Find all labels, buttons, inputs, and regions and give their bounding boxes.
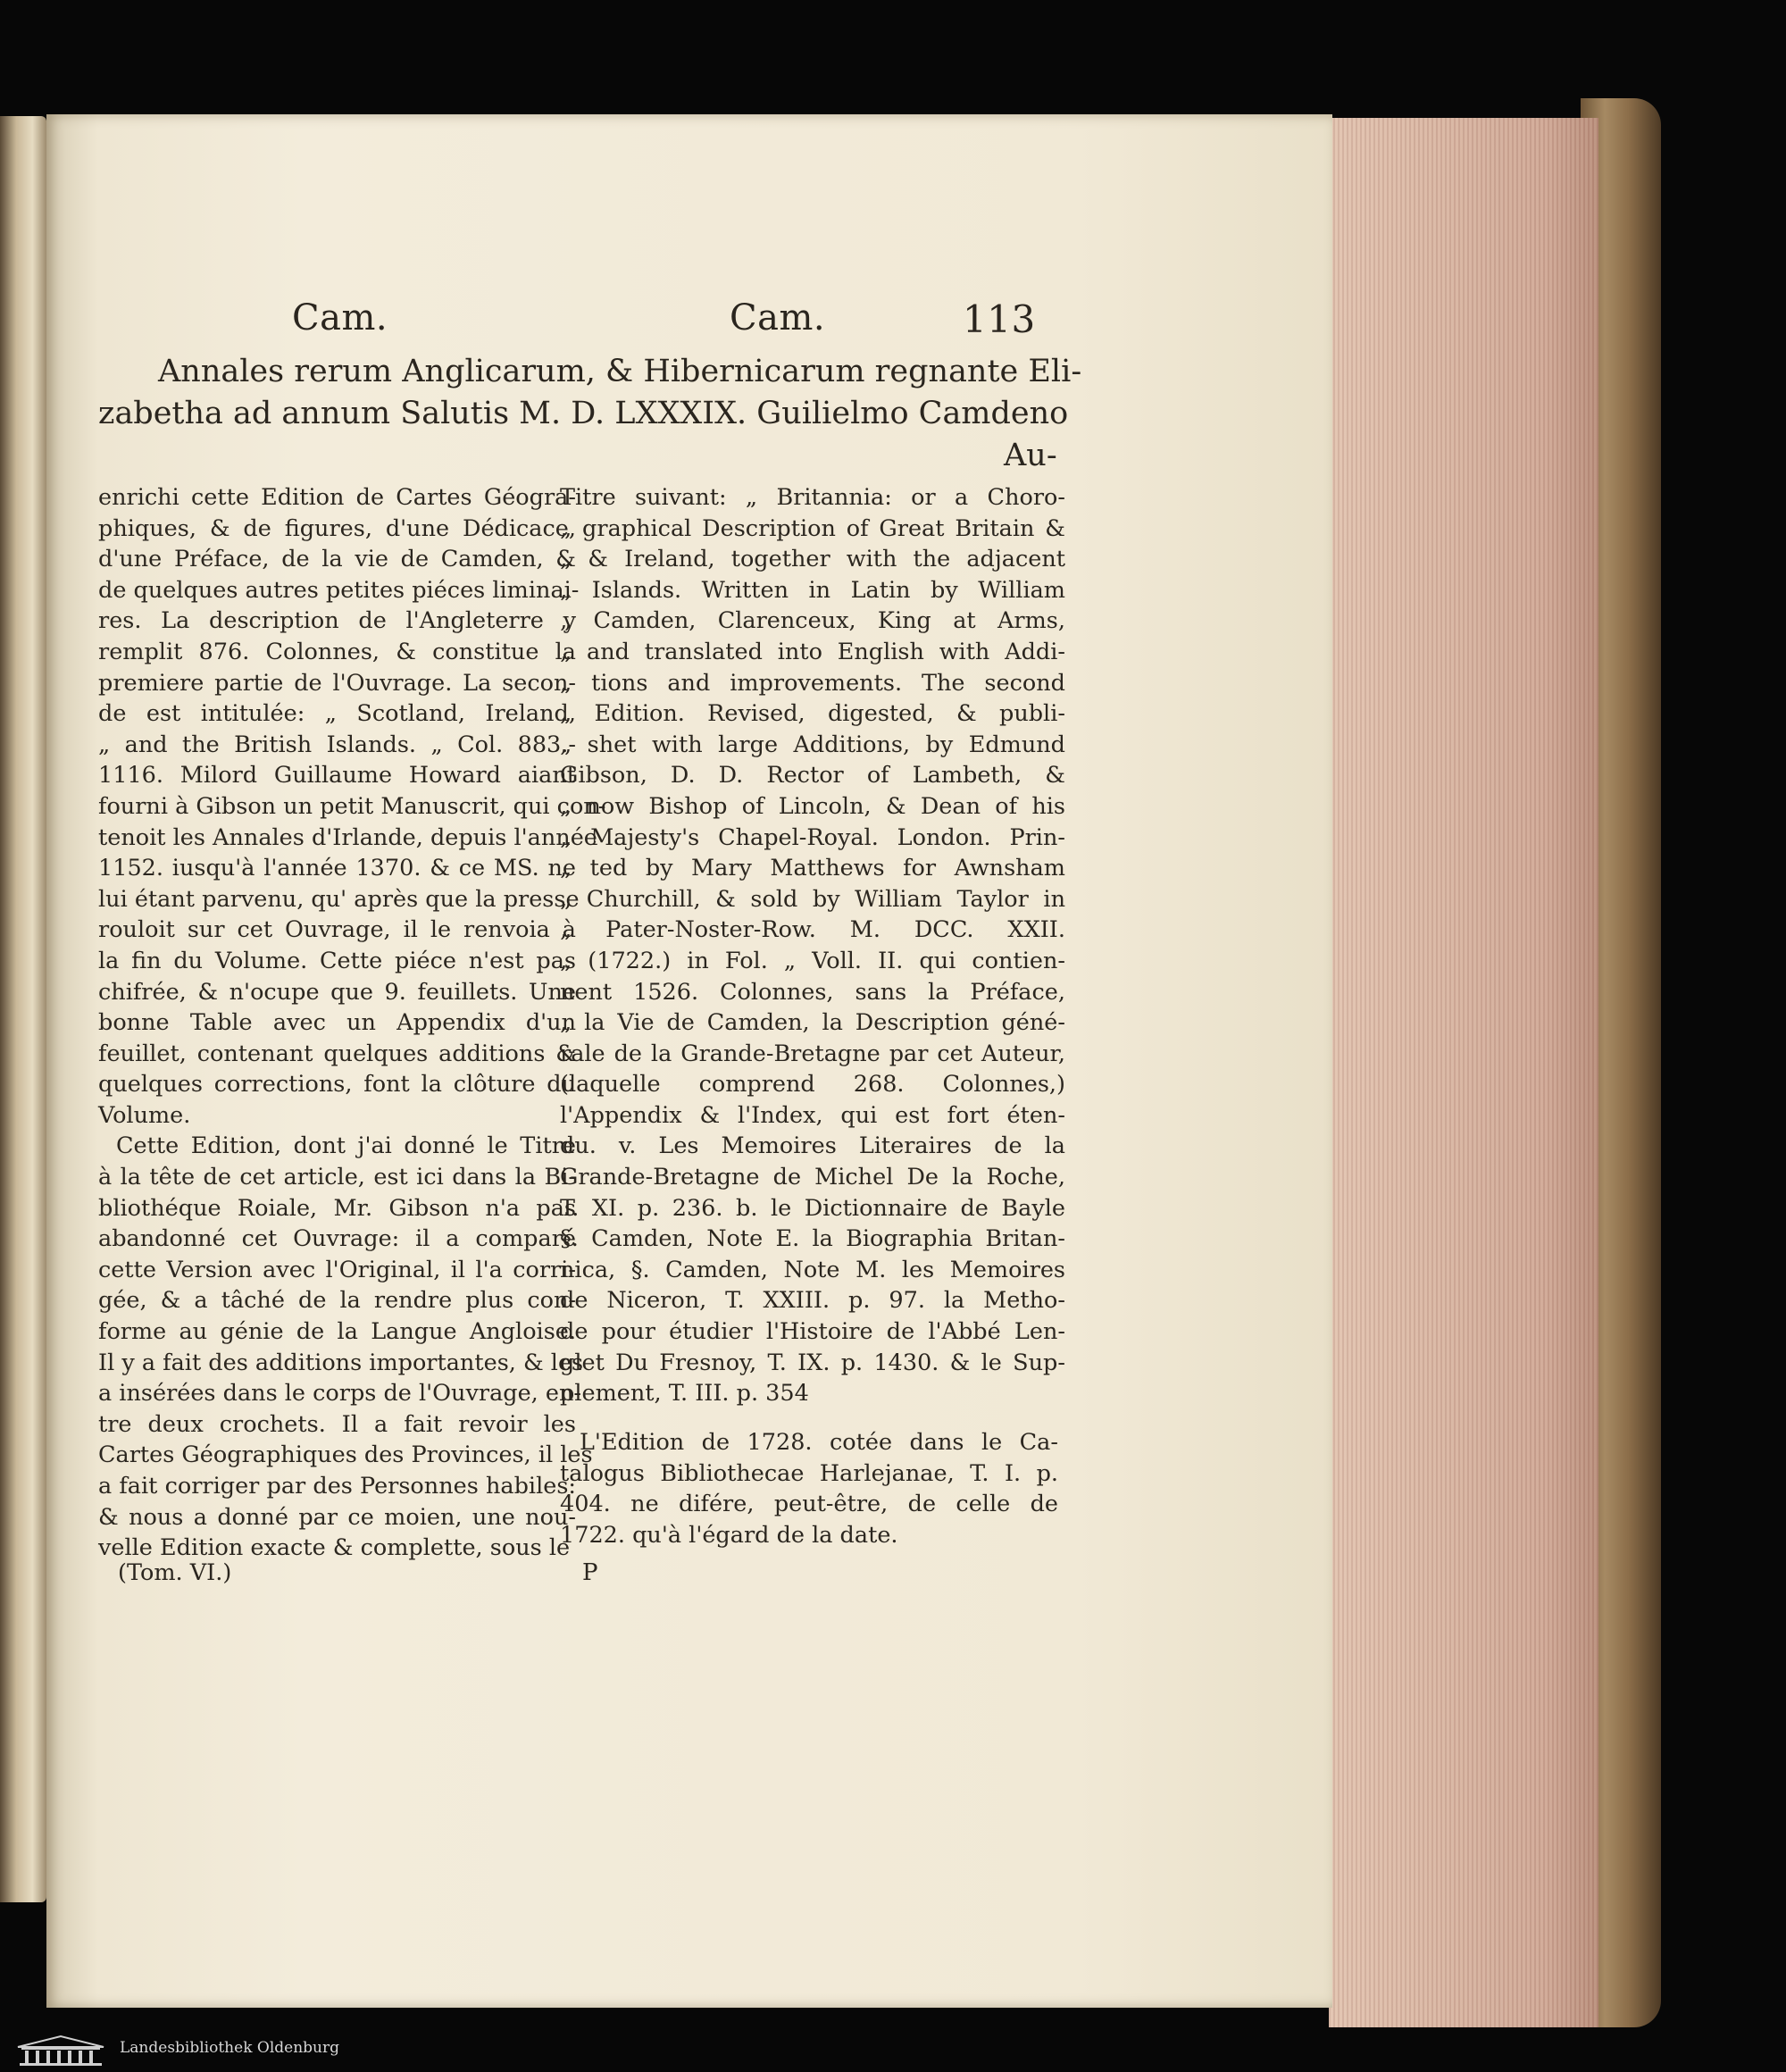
signature-mark: P [582, 1559, 598, 1586]
text-line: plement, T. III. p. 354 [560, 1380, 809, 1408]
text-line: de pour étudier l'Histoire de l'Abbé Len- [560, 1318, 1065, 1346]
page-number: 113 [963, 297, 1036, 341]
text-line: 1152. iusqu'à l'année 1370. & ce MS. ne [98, 855, 576, 882]
library-building-icon [16, 2034, 105, 2067]
library-name: Landesbibliothek Oldenburg [120, 2039, 340, 2057]
footer-bar [0, 2027, 1786, 2072]
text-line: rale de la Grande-Bretagne par cet Auteur, [560, 1040, 1065, 1067]
text-line: „ now Bishop of Lincoln, & Dean of his [560, 792, 1065, 820]
text-line: l'Appendix & l'Index, qui est fort éten- [560, 1101, 1065, 1129]
text-line: gée, & a tâché de la rendre plus con- [98, 1287, 576, 1315]
text-line: (laquelle comprend 268. Colonnes,) [560, 1071, 1065, 1099]
text-line: la fin du Volume. Cette piéce n'est pas [98, 947, 576, 974]
text-line: „ (1722.) in Fol. „ Voll. II. qui contien- [560, 947, 1065, 974]
text-line: fourni à Gibson un petit Manuscrit, qui con- [98, 792, 606, 820]
text-line: cette Version avec l'Original, il l'a corri- [98, 1256, 576, 1283]
right-column-paragraph-2 [560, 1427, 1058, 1550]
text-line: du. v. Les Memoires Literaires de la [560, 1132, 1065, 1160]
text-line: „ shet with large Additions, by Edmund [560, 731, 1065, 758]
text-line: T. XI. p. 236. b. le Dictionnaire de Bayle [560, 1194, 1065, 1222]
left-column [98, 482, 606, 1564]
text-line: de quelques autres petites piéces liminai- [98, 576, 580, 604]
text-line: remplit 876. Colonnes, & constitue la [98, 638, 576, 665]
left-catchword: (Tom. VI.) [118, 1559, 232, 1586]
text-line: L'Edition de 1728. cotée dans le Ca- [580, 1429, 1058, 1456]
text-line: Il y a fait des additions importantes, & les [98, 1349, 584, 1376]
book-page [46, 114, 1332, 2008]
left-page-edge [0, 116, 46, 1902]
text-line: Volume. [98, 1101, 191, 1129]
text-line: abandonné cet Ouvrage: il a comparé [98, 1225, 576, 1253]
text-line: „ Camden, Clarenceux, King at Arms, [560, 607, 1065, 635]
text-line: 404. ne difére, peut-être, de celle de [560, 1491, 1058, 1518]
text-line: enrichi cette Edition de Cartes Géogra- [98, 484, 576, 511]
text-line: nent 1526. Colonnes, sans la Préface, [560, 978, 1065, 1006]
running-head-center: Cam. [730, 297, 826, 338]
text-line: de Niceron, T. XXIII. p. 97. la Metho- [560, 1287, 1065, 1315]
text-line: „ graphical Description of Great Britain & [560, 514, 1065, 542]
text-line: glet Du Fresnoy, T. IX. p. 1430. & le Sup- [560, 1349, 1065, 1376]
text-line: „ la Vie de Camden, la Description géné- [560, 1009, 1065, 1037]
title-line: Annales rerum Anglicarum, & Hibernicarum regnante Eli- [158, 354, 1082, 389]
text-line: de est intitulée: „ Scotland, Ireland, [98, 700, 576, 728]
text-line: lui étant parvenu, qu' après que la presse [98, 885, 580, 913]
text-line: velle Edition exacte & complette, sous le [98, 1534, 571, 1562]
text-line: Titre suivant: „ Britannia: or a Choro- [560, 484, 1065, 511]
text-line: a insérées dans le corps de l'Ouvrage, en- [98, 1380, 582, 1408]
text-line: tre deux crochets. Il a fait revoir les [98, 1410, 576, 1438]
text-line: talogus Bibliothecae Harlejanae, T. I. p. [560, 1459, 1058, 1487]
page-fore-edge [1329, 118, 1598, 2027]
running-head-left: Cam. [292, 297, 388, 338]
text-line: chifrée, & n'ocupe que 9. feuillets. Une [98, 978, 576, 1006]
text-line: quelques corrections, font la clôture du [98, 1071, 576, 1099]
text-line: Cette Edition, dont j'ai donné le Titre [116, 1132, 576, 1160]
text-line: „ and the British Islands. „ Col. 883.- [98, 731, 576, 758]
text-line: nica, §. Camden, Note M. les Memoires [560, 1256, 1065, 1283]
title-line: Au- [1004, 438, 1057, 473]
text-line: rouloit sur cet Ouvrage, il le renvoia à [98, 916, 576, 944]
text-line: „ Islands. Written in Latin by William [560, 576, 1065, 604]
text-line: premiere partie de l'Ouvrage. La secon- [98, 669, 576, 697]
text-line: bliothéque Roiale, Mr. Gibson n'a pas [98, 1194, 576, 1222]
text-line: „ Churchill, & sold by William Taylor in [560, 885, 1065, 913]
text-line: §. Camden, Note E. la Biographia Britan- [560, 1225, 1065, 1253]
text-line: Grande-Bretagne de Michel De la Roche, [560, 1164, 1065, 1191]
text-line: a fait corriger par des Personnes habiles: [98, 1473, 576, 1500]
text-line: res. La description de l'Angleterre y [98, 607, 576, 635]
text-line: à la tête de cet article, est ici dans la Bi- [98, 1164, 576, 1191]
text-line: feuillet, contenant quelques additions & [98, 1040, 576, 1067]
text-line: „ ted by Mary Matthews for Awnsham [560, 855, 1065, 882]
text-line: 1722. qu'à l'égard de la date. [560, 1521, 898, 1549]
text-line: „ and translated into English with Addi- [560, 638, 1065, 665]
text-line: & nous a donné par ce moien, une nou- [98, 1503, 576, 1531]
text-line: „ Majesty's Chapel-Royal. London. Prin- [560, 823, 1065, 851]
text-line: Gibson, D. D. Rector of Lambeth, & [560, 762, 1065, 790]
text-line: bonne Table avec un Appendix d'un [98, 1009, 576, 1037]
text-line: „ & Ireland, together with the adjacent [560, 546, 1065, 573]
text-line: d'une Préface, de la vie de Camden, & [98, 546, 576, 573]
text-line: „ tions and improvements. The second [560, 669, 1065, 697]
text-line: Cartes Géographiques des Provinces, il les [98, 1441, 593, 1469]
text-line: phiques, & de figures, d'une Dédicace, [98, 514, 576, 542]
title-line: zabetha ad annum Salutis M. D. LXXXIX. Guilielmo Camdeno [98, 396, 1069, 431]
text-line: 1116. Milord Guillaume Howard aiant [98, 762, 576, 790]
text-line: „ Pater-Noster-Row. M. DCC. XXII. [560, 916, 1065, 944]
text-line: forme au génie de la Langue Angloise. [98, 1318, 576, 1346]
text-line: tenoit les Annales d'Irlande, depuis l'année [98, 823, 597, 851]
right-column [560, 482, 1065, 1409]
text-line: „ Edition. Revised, digested, & publi- [560, 700, 1065, 728]
